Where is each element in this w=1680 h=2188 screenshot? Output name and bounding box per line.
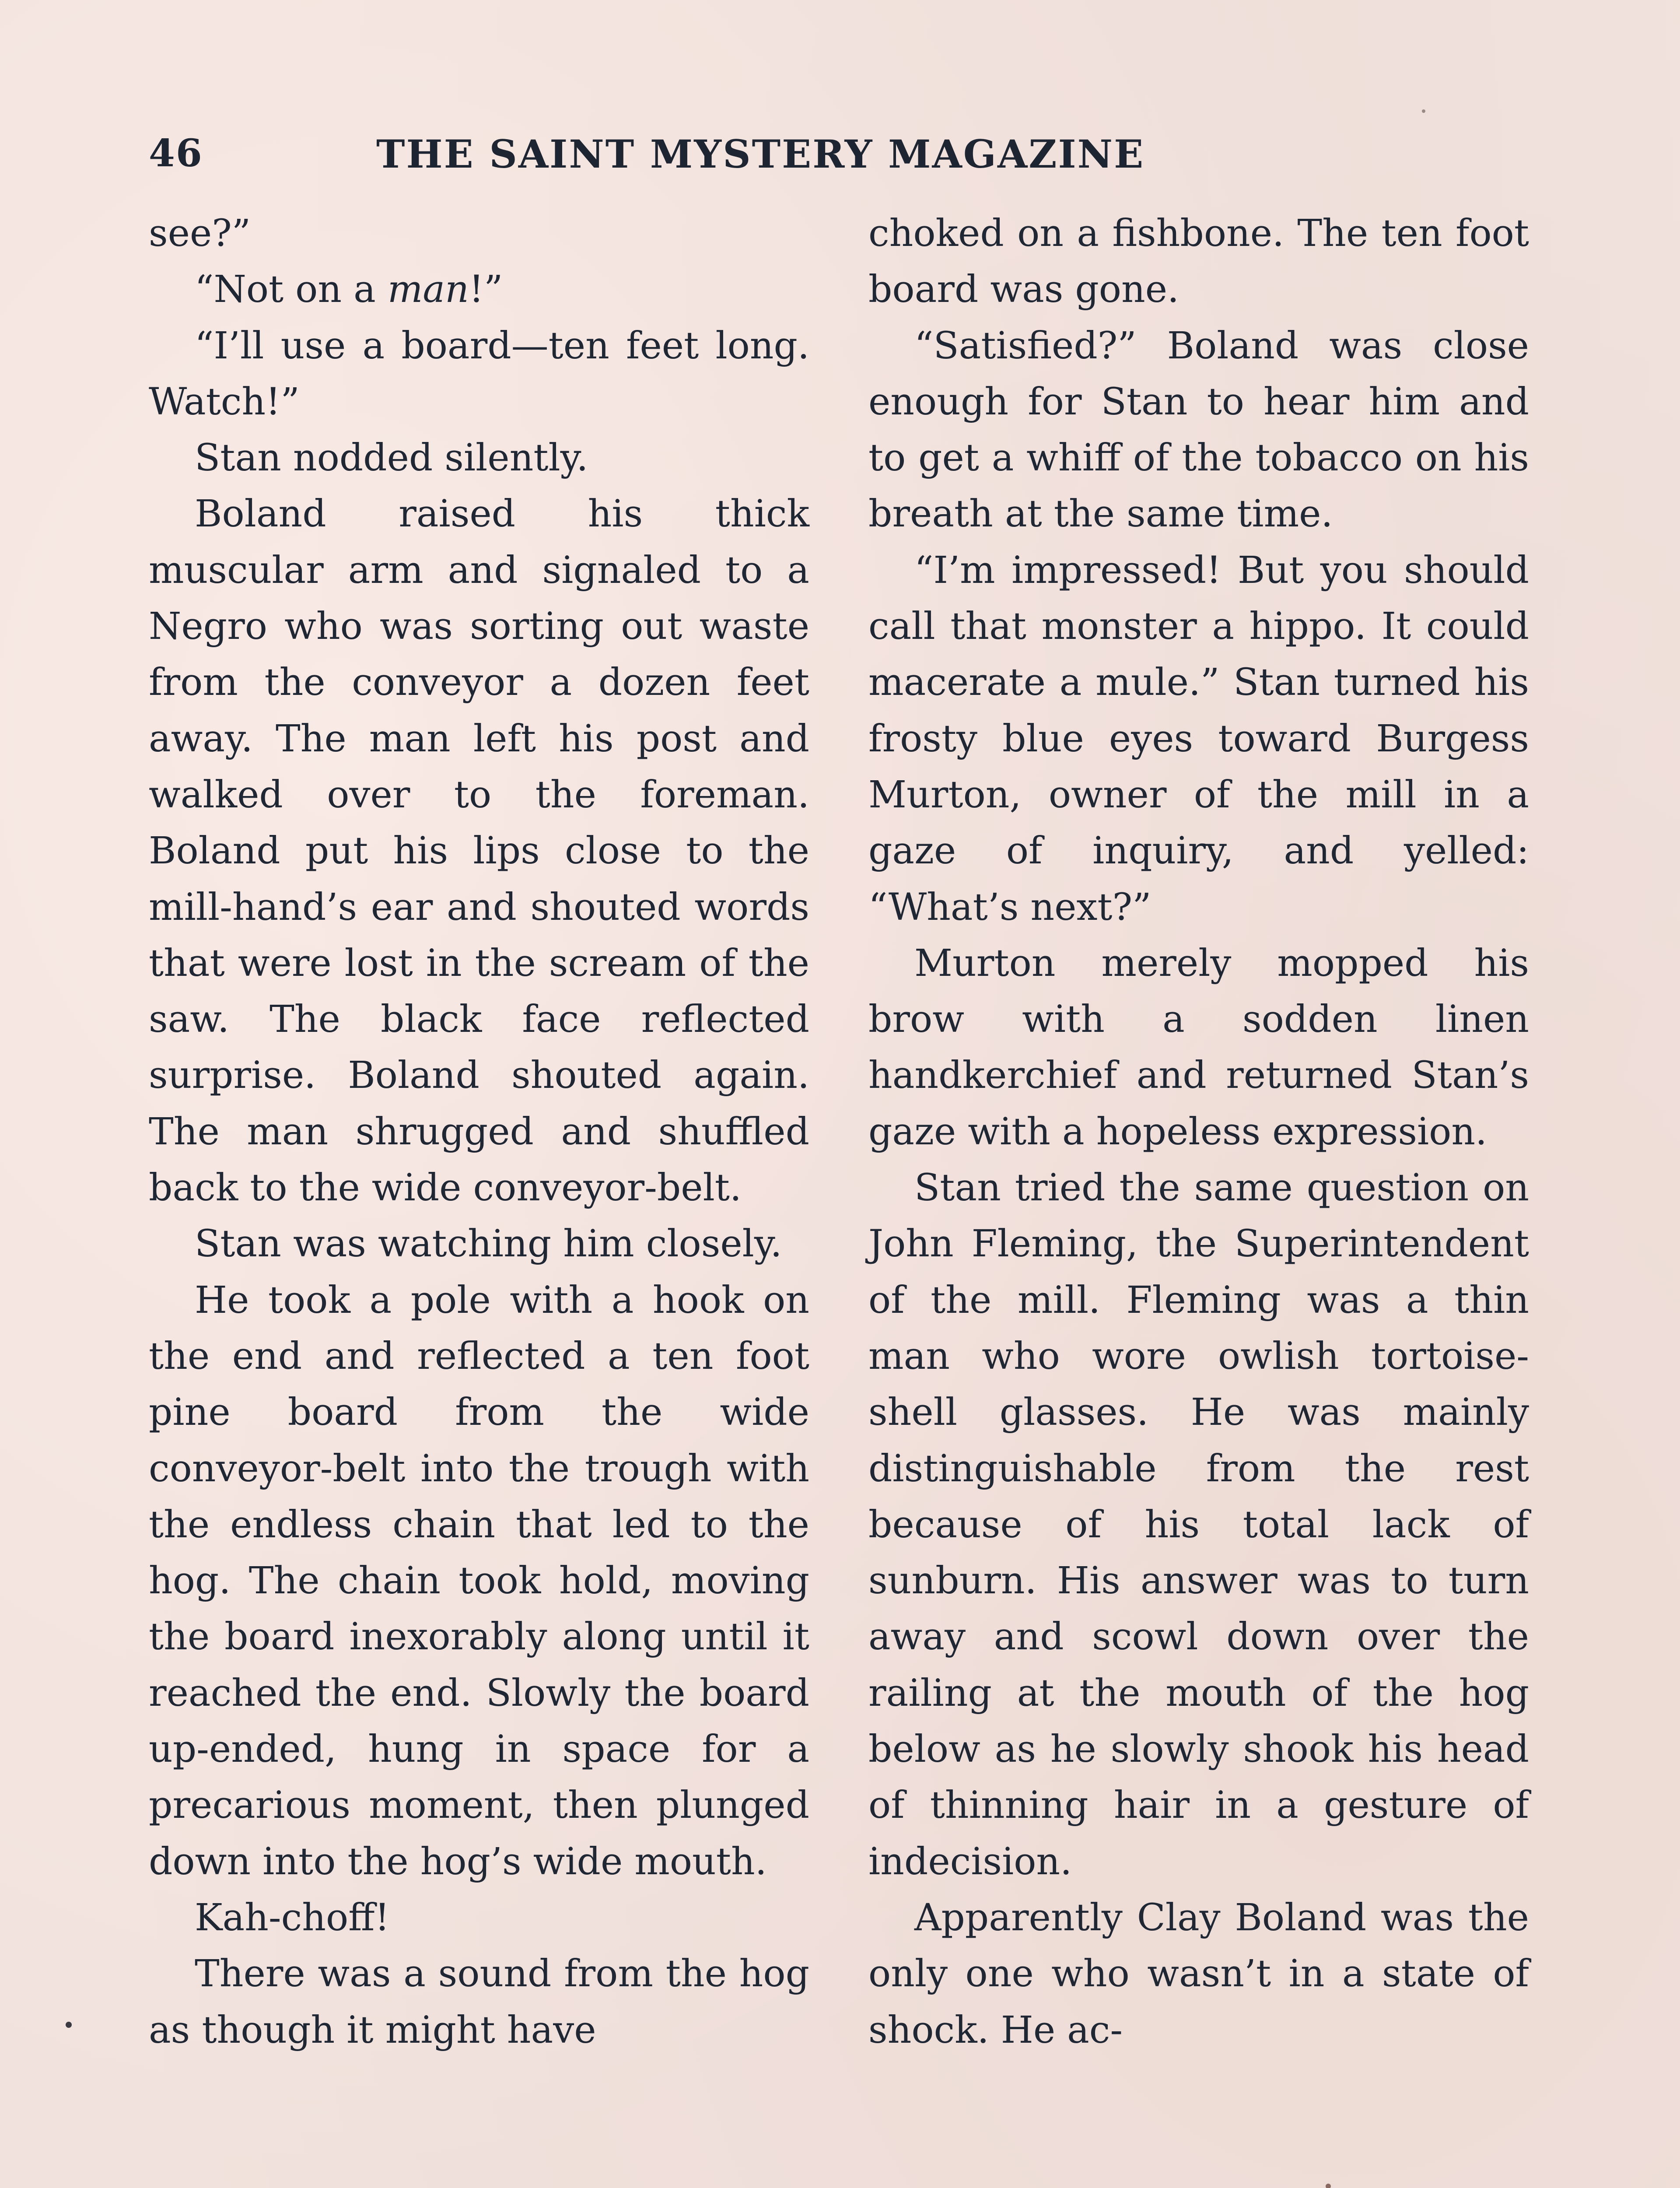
page-header — [149, 131, 1531, 188]
paragraph: There was a sound from the hog as though it might have — [149, 1952, 809, 2052]
paragraph: see?” — [149, 212, 251, 255]
paragraph: “I’ll use a board—ten feet long. Watch!” — [149, 324, 809, 424]
right-column — [868, 206, 1529, 2058]
running-title: THE SAINT MYSTERY MAGAZINE — [376, 131, 1145, 177]
paragraph: Kah-choff! — [195, 1896, 390, 1939]
italic-word: man — [387, 268, 469, 312]
paragraph: Stan nodded silently. — [195, 436, 588, 480]
paragraph — [149, 262, 809, 318]
text-run: “Not on a — [195, 268, 388, 312]
paragraph: Stan tried the same question on John Fleming, the Superintendent of the mill. Fleming was a thin man who wore owlish tortoise-shell glasses. He was mainly distinguishable from the rest because of his total lack of sunburn. His answer was to turn away and scowl down over the railing at the mouth of the hog below as he slowly shook his head of thinning hair in a gesture of indecision. — [868, 1166, 1529, 1883]
paragraph: “I’m impressed! But you should call that monster a hippo. It could macerate a mule.” Stan turned his frosty blue eyes toward Burgess Murton, owner of the mill in a gaze of inquiry, and yelled: “What’s next?” — [868, 548, 1529, 929]
paragraph: He took a pole with a hook on the end and reflected a ten foot pine board from the wide conveyor-belt into the trough with the endless chain that led to the hog. The chain took hold, moving the board inexorably along until it reached the end. Slowly the board up-ended, hung in space for a precarious moment, then plunged down into the hog’s wide mouth. — [149, 1278, 809, 1883]
text-run: !” — [469, 268, 503, 312]
page-number: 46 — [149, 131, 203, 175]
paper-speck — [1326, 2184, 1331, 2188]
paragraph: Stan was watching him closely. — [195, 1222, 782, 1266]
paragraph: Murton merely mopped his brow with a sodden linen handkerchief and returned Stan’s gaze with a hopeless expression. — [868, 941, 1529, 1154]
left-column — [149, 206, 809, 2058]
paragraph: Boland raised his thick muscular arm and signaled to a Negro who was sorting out waste from the conveyor a dozen feet away. The man left his post and walked over to the foreman. Boland put his lips close to the mill-hand’s ear and shouted words that were lost in the scream of the saw. The black face reflected surprise. Boland shouted again. The man shrugged and shuffled back to the wide conveyor-belt. — [149, 492, 809, 1210]
paragraph: choked on a fishbone. The ten foot board was gone. — [868, 212, 1529, 312]
paragraph: “Satisfied?” Boland was close enough for Stan to hear him and to get a whiff of the tobacco on his breath at the same time. — [868, 324, 1529, 536]
paper-speck — [1422, 109, 1425, 113]
paper-speck — [66, 2022, 72, 2028]
paragraph: Apparently Clay Boland was the only one who wasn’t in a state of shock. He ac- — [868, 1896, 1529, 2052]
